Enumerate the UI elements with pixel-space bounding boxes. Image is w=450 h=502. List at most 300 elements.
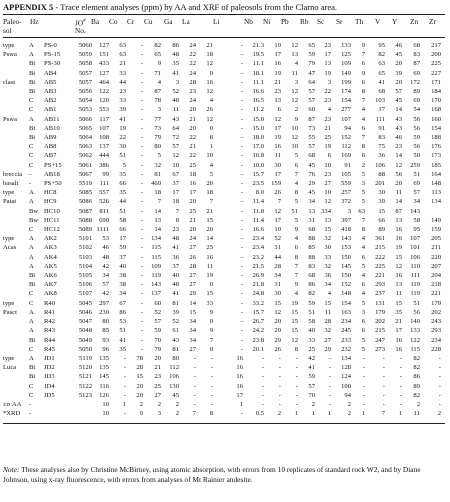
- table-cell: 24.8: [252, 290, 264, 298]
- table-row: [3, 280, 442, 289]
- table-cell: [3, 253, 29, 262]
- table-cell: AK4: [44, 253, 57, 261]
- table-cell: -: [140, 308, 143, 316]
- table-cell: 45: [395, 97, 402, 105]
- table-cell: AB8: [44, 143, 57, 151]
- footnote-text: These analyses also by Christine McBirney, using atomic absorption, with errors from 10 replicates of standard rock W2, and by Diane Johnson, using x-ray fluorescence, with errors from analyses of Mt Rainier andesite.: [3, 465, 421, 484]
- table-cell: 23: [324, 115, 331, 123]
- table-cell: 46: [395, 134, 402, 142]
- table-cell: 52: [172, 318, 179, 326]
- table-cell: 150: [341, 253, 351, 261]
- table-cell: 18.0: [252, 134, 264, 142]
- table-cell: 211: [431, 244, 441, 252]
- table-cell: 2: [347, 410, 351, 418]
- table-cell: Bt: [29, 88, 36, 96]
- table-cell: R44: [44, 336, 55, 344]
- table-cell: Bt: [29, 124, 36, 132]
- table-cell: 5067: [78, 170, 92, 178]
- table-cell: -: [399, 400, 402, 408]
- table-cell: -: [382, 364, 385, 372]
- table-cell: -: [240, 308, 243, 316]
- table-cell: -: [240, 97, 243, 105]
- table-cell: 11: [324, 308, 331, 316]
- table-body: [3, 41, 442, 418]
- table-cell: 19: [324, 143, 331, 151]
- table-cell: 16: [274, 143, 281, 151]
- table-cell: 7: [157, 198, 161, 206]
- table-cell: 257: [341, 189, 351, 197]
- table-cell: 82: [378, 51, 385, 59]
- table-cell: 58: [413, 216, 420, 224]
- table-cell: 57: [102, 281, 109, 289]
- table-cell: 111: [375, 115, 385, 123]
- table-cell: 100: [341, 382, 351, 390]
- table-cell: 44: [119, 78, 126, 86]
- table-cell: 259: [410, 161, 420, 169]
- table-cell: 69: [413, 69, 420, 77]
- table-cell: 16.6: [252, 88, 264, 96]
- table-cell: 103: [375, 97, 385, 105]
- table-cell: type: [3, 354, 15, 362]
- table-cell: -: [438, 354, 441, 362]
- table-cell: -: [261, 354, 264, 362]
- table-cell: 82: [308, 290, 315, 298]
- table-cell: 106: [410, 253, 420, 261]
- table-cell: 5056: [78, 88, 92, 96]
- table-cell: 4: [361, 235, 365, 243]
- table-cell: 1: [311, 410, 315, 418]
- table-cell: 5: [361, 336, 365, 344]
- table-cell: 65: [308, 42, 315, 49]
- table-row: [3, 234, 442, 243]
- table-cell: 221: [375, 272, 385, 280]
- table-cell: 86: [308, 281, 315, 289]
- table-cell: 11: [274, 152, 281, 160]
- table-cell: A: [29, 42, 34, 49]
- table-cell: 82: [413, 354, 420, 362]
- table-cell: 5054: [78, 97, 92, 105]
- table-cell: 57: [395, 88, 402, 96]
- table-cell: 2: [175, 410, 179, 418]
- table-cell: 41: [172, 290, 179, 298]
- table-cell: 44: [274, 253, 281, 261]
- table-cell: 51: [119, 207, 126, 215]
- table-cell: [3, 87, 29, 96]
- table-cell: 145: [99, 373, 109, 381]
- table-cell: -: [295, 373, 298, 381]
- table-cell: 5057: [78, 78, 92, 86]
- table-cell: 12: [324, 198, 331, 206]
- table-cell: 9: [209, 327, 213, 335]
- table-cell: 5062: [78, 152, 92, 160]
- table-cell: 14: [395, 106, 402, 114]
- header-ni: Ni: [263, 17, 271, 26]
- table-cell: 52: [172, 88, 179, 96]
- table-cell: -: [193, 364, 196, 372]
- table-cell: 27: [324, 180, 331, 188]
- table-cell: 25: [324, 134, 331, 142]
- table-cell: 5086: [78, 198, 92, 206]
- table-cell: Pasct: [3, 308, 17, 316]
- table-cell: 386: [99, 161, 109, 169]
- table-cell: 15.0: [252, 124, 264, 132]
- table-cell: 56: [395, 170, 402, 178]
- table-cell: -: [210, 400, 213, 408]
- table-cell: 135: [99, 364, 109, 372]
- table-cell: 60: [308, 106, 315, 114]
- table-cell: 65: [154, 51, 161, 59]
- table-cell: 526: [99, 198, 109, 206]
- table-cell: [3, 317, 29, 326]
- table-cell: 27: [189, 272, 196, 280]
- table-cell: 8: [294, 345, 298, 353]
- table-cell: -: [140, 281, 143, 289]
- table-cell: type: [3, 299, 15, 307]
- table-cell: 52: [274, 235, 281, 243]
- table-cell: A: [29, 327, 34, 335]
- table-cell: 0: [209, 69, 213, 77]
- table-cell: 43: [172, 336, 179, 344]
- table-cell: JD3: [44, 373, 55, 381]
- table-cell: 119: [410, 290, 420, 298]
- table-cell: 88: [308, 253, 315, 261]
- table-cell: 99: [102, 170, 109, 178]
- table-cell: 418: [341, 226, 351, 234]
- table-cell: A: [29, 308, 34, 316]
- table-cell: 68: [308, 152, 315, 160]
- table-cell: 12: [291, 42, 298, 49]
- table-cell: 21: [395, 318, 402, 326]
- table-cell: -: [240, 42, 243, 49]
- table-cell: 188: [431, 134, 441, 142]
- table-cell: 63: [119, 42, 126, 49]
- table-cell: 1: [122, 400, 126, 408]
- table-cell: 34: [324, 281, 331, 289]
- table-cell: C: [29, 97, 34, 105]
- table-cell: 12: [206, 88, 213, 96]
- table-cell: 159: [271, 180, 281, 188]
- table-cell: 38: [119, 281, 126, 289]
- table-cell: 5060: [78, 42, 92, 49]
- table-cell: 107: [99, 124, 109, 132]
- table-cell: AK2: [44, 235, 57, 243]
- table-cell: 20: [274, 327, 281, 335]
- table-cell: [44, 409, 70, 418]
- table-cell: 51: [413, 299, 420, 307]
- table-cell: 23: [154, 373, 161, 381]
- table-cell: 143: [151, 281, 161, 289]
- table-cell: 21: [274, 78, 281, 86]
- table-row: [3, 142, 442, 151]
- table-cell: PS+50: [44, 180, 62, 188]
- table-cell: 10: [274, 226, 281, 234]
- table-cell: 126: [99, 391, 109, 399]
- table-row: [3, 345, 442, 354]
- table-cell: -: [210, 391, 213, 399]
- table-cell: 15: [378, 207, 385, 215]
- table-cell: 277: [341, 106, 351, 114]
- table-cell: A: [29, 198, 34, 206]
- table-cell: 22: [189, 51, 196, 59]
- table-cell: -: [382, 382, 385, 390]
- table-cell: 16: [395, 272, 402, 280]
- table-cell: 89: [378, 226, 385, 234]
- table-cell: 12: [291, 134, 298, 142]
- table-cell: C: [29, 161, 34, 169]
- table-cell: -: [193, 354, 196, 362]
- table-cell: 55: [308, 134, 315, 142]
- table-cell: [3, 133, 29, 142]
- table-cell: -: [140, 180, 143, 188]
- table-cell: 3: [361, 180, 365, 188]
- table-cell: 3: [157, 410, 161, 418]
- table-row: [3, 253, 442, 262]
- header-th: Th: [355, 17, 364, 26]
- table-cell: -: [240, 281, 243, 289]
- table-cell: 78: [154, 97, 161, 105]
- table-row: [3, 179, 442, 188]
- table-cell: -: [140, 69, 143, 77]
- table-cell: 7: [175, 207, 179, 215]
- table-cell: 39: [378, 198, 385, 206]
- table-cell: 1: [239, 400, 243, 408]
- table-cell: [3, 391, 29, 400]
- table-row: [3, 96, 442, 105]
- table-cell: 57: [308, 382, 315, 390]
- table-cell: 96: [102, 345, 109, 353]
- table-cell: 444: [99, 152, 109, 160]
- table-cell: 19: [395, 244, 402, 252]
- table-cell: 215: [375, 244, 385, 252]
- table-cell: 134: [151, 235, 161, 243]
- table-cell: 3: [361, 308, 365, 316]
- table-cell: 35: [119, 170, 126, 178]
- table-cell: 12: [291, 97, 298, 105]
- table-cell: -: [240, 143, 243, 151]
- table-cell: JD1: [44, 354, 55, 362]
- table-cell: Bt: [29, 336, 36, 344]
- table-cell: 11.1: [252, 60, 264, 68]
- table-row: [3, 188, 442, 197]
- table-cell: 40: [119, 262, 126, 270]
- table-cell: HC12: [44, 226, 60, 234]
- table-cell: 5: [361, 170, 365, 178]
- table-cell: 115: [151, 244, 161, 252]
- table-cell: Acas: [3, 244, 17, 252]
- table-cell: type: [3, 189, 15, 197]
- table-cell: 18: [154, 189, 161, 197]
- table-cell: -: [140, 272, 143, 280]
- table-cell: 164: [431, 170, 441, 178]
- table-row: [3, 50, 442, 59]
- header-sol: sol: [3, 26, 12, 35]
- table-cell: 12: [274, 308, 281, 316]
- table-cell: 57: [413, 189, 420, 197]
- table-cell: -: [140, 115, 143, 123]
- table-cell: 4: [294, 60, 298, 68]
- table-cell: 33: [119, 97, 126, 105]
- table-cell: 2: [277, 410, 281, 418]
- table-cell: 16: [189, 180, 196, 188]
- table-row: [3, 170, 442, 179]
- trace-element-table: [3, 41, 442, 418]
- table-cell: C: [29, 345, 34, 353]
- table-cell: 21: [189, 115, 196, 123]
- table-cell: 23: [274, 88, 281, 96]
- table-cell: Bt: [29, 272, 36, 280]
- table-cell: 13: [324, 60, 331, 68]
- table-cell: 7: [294, 262, 298, 270]
- table-cell: 7: [294, 272, 298, 280]
- table-cell: 21: [154, 364, 161, 372]
- table-row: [3, 78, 442, 87]
- table-cell: JD2: [44, 364, 55, 372]
- table-cell: 173: [431, 152, 441, 160]
- table-cell: 811: [99, 207, 109, 215]
- table-cell: -: [240, 198, 243, 206]
- table-row: [3, 289, 442, 298]
- table-cell: 149: [341, 69, 351, 77]
- table-cell: 14: [189, 299, 196, 307]
- table-cell: 134: [431, 198, 441, 206]
- table-cell: 7: [209, 198, 213, 206]
- table-cell: 7: [209, 336, 213, 344]
- table-cell: 124: [341, 373, 351, 381]
- table-cell: 73: [154, 124, 161, 132]
- table-cell: 2: [347, 400, 351, 408]
- table-cell: 64: [308, 78, 315, 86]
- table-cell: C: [29, 106, 34, 114]
- table-cell: 88: [378, 170, 385, 178]
- table-cell: -: [140, 226, 143, 234]
- table-cell: -: [210, 382, 213, 390]
- table-cell: 17: [378, 106, 385, 114]
- header-no: No.: [75, 26, 86, 35]
- table-cell: 20.1: [252, 345, 264, 353]
- table-cell: 11.4: [252, 198, 264, 206]
- table-cell: 24: [189, 235, 196, 243]
- table-row: [3, 151, 442, 160]
- table-cell: 35: [119, 189, 126, 197]
- table-cell: 5104: [78, 262, 92, 270]
- table-cell: AB1: [44, 106, 57, 114]
- table-cell: 143: [410, 207, 420, 215]
- table-cell: 6: [327, 152, 331, 160]
- table-cell: 36: [324, 272, 331, 280]
- table-cell: R45: [44, 345, 55, 353]
- table-cell: 179: [431, 299, 441, 307]
- table-cell: 6: [361, 327, 365, 335]
- table-cell: 45: [395, 51, 402, 59]
- table-cell: [3, 105, 29, 114]
- header-pb: Pb: [281, 17, 289, 26]
- table-cell: -: [140, 299, 143, 307]
- table-cell: 9: [209, 308, 213, 316]
- table-cell: -: [123, 382, 126, 390]
- table-cell: -: [261, 373, 264, 381]
- table-cell: -: [123, 410, 126, 418]
- table-cell: -: [328, 391, 331, 399]
- table-cell: 11: [413, 410, 420, 418]
- table-cell: -: [140, 42, 143, 49]
- table-cell: 28: [189, 262, 196, 270]
- table-cell: 63: [119, 51, 126, 59]
- table-cell: -: [240, 216, 243, 224]
- table-cell: 7: [192, 410, 196, 418]
- table-cell: [70, 409, 93, 418]
- table-cell: 115: [151, 253, 161, 261]
- table-cell: 11.1: [252, 78, 264, 86]
- table-cell: 26: [189, 253, 196, 261]
- table-cell: 93: [102, 336, 109, 344]
- table-cell: 38: [119, 272, 126, 280]
- table-cell: 12: [206, 115, 213, 123]
- table-cell: 15.7: [252, 170, 264, 178]
- table-cell: Pswa: [3, 51, 17, 59]
- table-cell: 23: [324, 97, 331, 105]
- table-cell: 77: [154, 115, 161, 123]
- table-cell: 9: [294, 226, 298, 234]
- table-cell: 159: [431, 226, 441, 234]
- table-cell: 20: [395, 60, 402, 68]
- table-cell: 4: [294, 290, 298, 298]
- header-rb: Rb: [300, 17, 309, 26]
- table-cell: 23: [119, 88, 126, 96]
- table-cell: 1: [398, 410, 402, 418]
- table-cell: 56: [413, 143, 420, 151]
- table-cell: 17: [172, 189, 179, 197]
- table-cell: 5085: [78, 189, 92, 197]
- table-cell: 46: [395, 42, 402, 49]
- header-li: Li: [213, 17, 220, 26]
- table-cell: 11: [291, 69, 298, 77]
- table-row: [3, 115, 442, 124]
- table-cell: 87: [413, 60, 420, 68]
- table-cell: 15: [324, 299, 331, 307]
- table-cell: 6: [361, 253, 365, 261]
- table-cell: 293: [375, 281, 385, 289]
- table-cell: 61: [172, 327, 179, 335]
- table-cell: AB7: [44, 152, 57, 160]
- table-cell: 4: [361, 106, 365, 114]
- table-cell: 52: [154, 308, 161, 316]
- table-cell: PS+15: [44, 161, 62, 169]
- table-cell: 13: [324, 216, 331, 224]
- table-cell: -: [140, 198, 143, 206]
- table-cell: 5: [157, 152, 161, 160]
- table-cell: 22: [189, 60, 196, 68]
- table-cell: 51: [308, 308, 315, 316]
- table-cell: 32: [324, 262, 331, 270]
- table-cell: 32: [324, 235, 331, 243]
- table-cell: 20: [206, 226, 213, 234]
- table-cell: 690: [99, 216, 109, 224]
- table-cell: 297: [99, 299, 109, 307]
- table-cell: -: [240, 318, 243, 326]
- table-cell: 5: [122, 161, 126, 169]
- table-cell: 11.8: [252, 207, 264, 215]
- footnote: [3, 465, 445, 484]
- table-cell: 30: [119, 143, 126, 151]
- table-cell: Bt: [29, 281, 36, 289]
- table-cell: -: [123, 373, 126, 381]
- table-cell: -: [240, 170, 243, 178]
- table-cell: 5089: [78, 226, 92, 234]
- table-cell: [44, 400, 70, 409]
- table-cell: 143: [341, 235, 351, 243]
- table-cell: -: [295, 382, 298, 390]
- table-cell: 5057: [78, 69, 92, 77]
